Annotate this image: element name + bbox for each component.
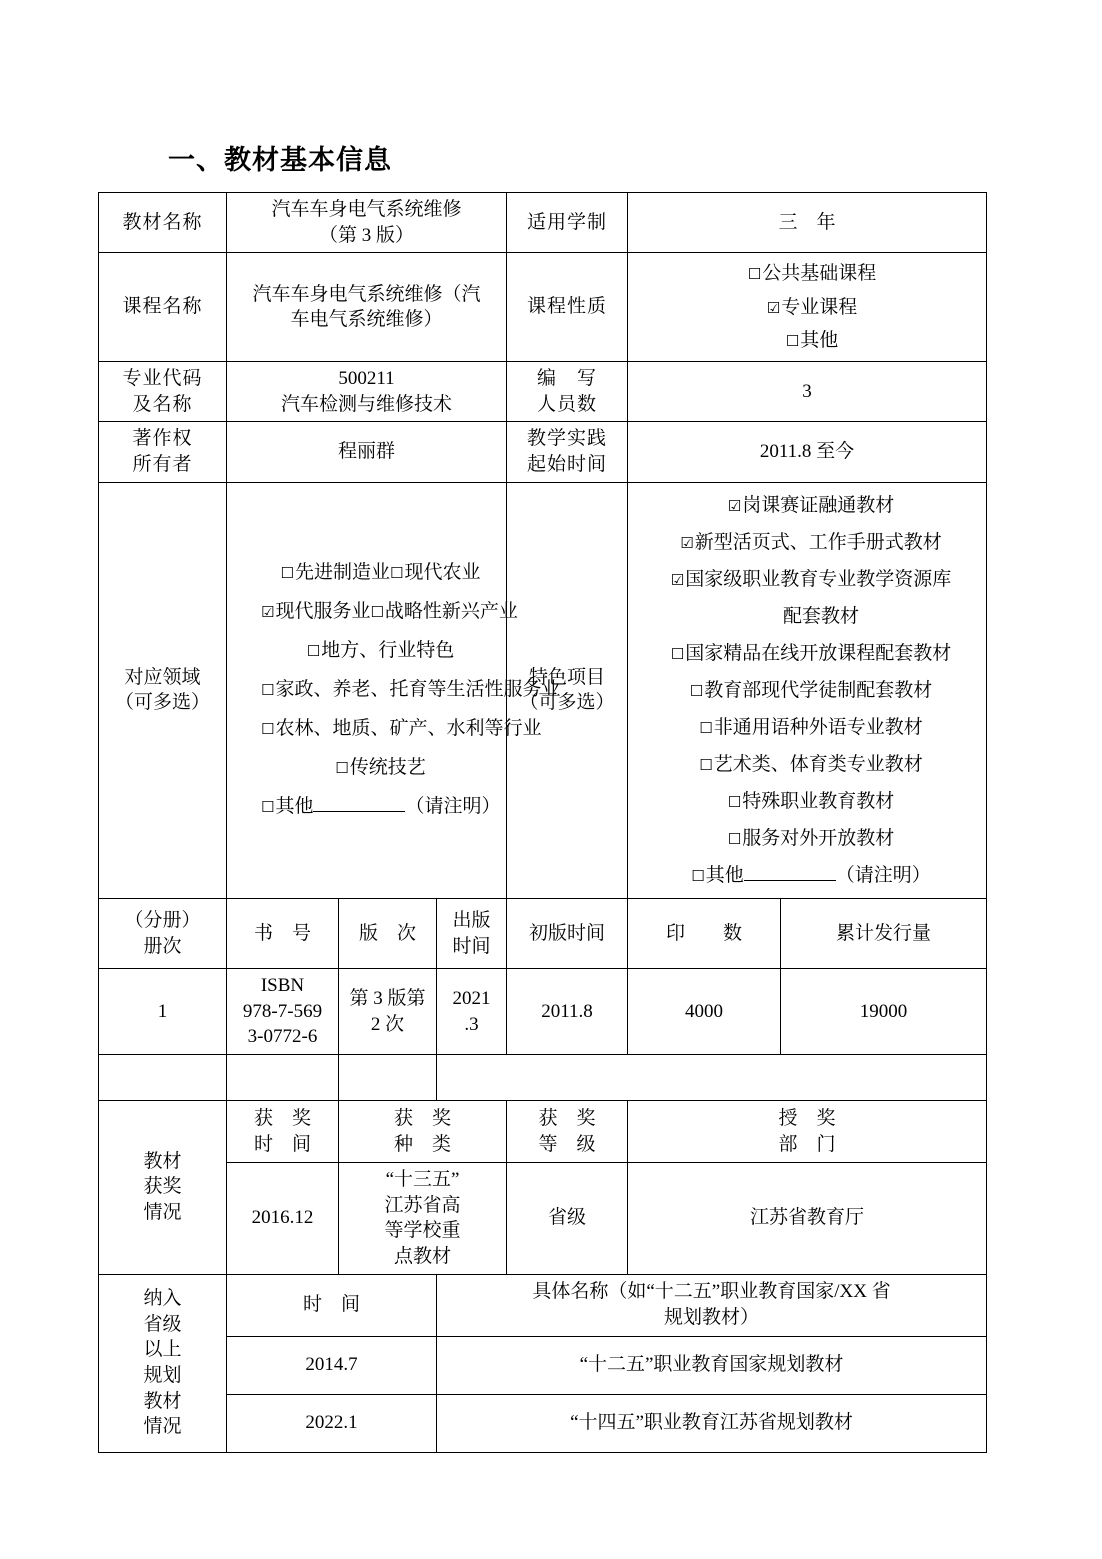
volume-1-printcount: 4000 bbox=[628, 969, 781, 1055]
page-title: 一、教材基本信息 bbox=[168, 145, 392, 175]
plan-1-name: “十二五”职业教育国家规划教材 bbox=[437, 1336, 987, 1394]
feature-option-row-0[interactable] bbox=[642, 487, 980, 524]
textbook-info-table bbox=[98, 192, 987, 1453]
awards-header-kind-line1: 获 奖 bbox=[393, 1107, 451, 1129]
volume-2-edition bbox=[339, 1055, 437, 1101]
awards-label-line3: 情况 bbox=[143, 1202, 182, 1224]
checkbox-unchecked-icon[interactable]: ☐ bbox=[747, 265, 762, 284]
table-row-copyright bbox=[99, 422, 987, 482]
field-option-row-3[interactable] bbox=[261, 671, 561, 710]
volume-header-index-line1: （分册） bbox=[124, 909, 201, 931]
plan-label-line4: 规划 bbox=[143, 1365, 182, 1387]
table-row-fields bbox=[99, 482, 987, 899]
volume-header-edition: 版 次 bbox=[339, 899, 437, 969]
nature-option-2[interactable] bbox=[644, 324, 980, 357]
volume-1-edition bbox=[339, 969, 437, 1055]
awards-label-line2: 获奖 bbox=[143, 1176, 182, 1198]
checkbox-unchecked-icon[interactable]: ☐ bbox=[691, 867, 705, 886]
feature-option-row-7[interactable] bbox=[642, 783, 980, 820]
plan-header-name-line2: 规划教材） bbox=[664, 1307, 760, 1329]
copyright-label-line1: 著作权 bbox=[132, 428, 193, 450]
field-option-8-suffix: （请注明） bbox=[405, 795, 501, 817]
volume-1-totalcount: 19000 bbox=[781, 969, 987, 1055]
feature-option-row-9[interactable] bbox=[642, 857, 980, 894]
checkbox-unchecked-icon[interactable]: ☐ bbox=[727, 792, 742, 811]
feature-label-line1: 特色项目 bbox=[528, 666, 605, 688]
feature-option-2-cont: 配套教材 bbox=[783, 605, 860, 627]
volume-1-index: 1 bbox=[99, 969, 227, 1055]
nature-option-1[interactable] bbox=[644, 291, 980, 324]
plan-header-name bbox=[437, 1274, 987, 1336]
plan-2-time: 2022.1 bbox=[227, 1394, 437, 1452]
checkbox-unchecked-icon[interactable]: ☐ bbox=[785, 331, 800, 350]
awards-1-kind-line4: 点教材 bbox=[393, 1245, 451, 1267]
checkbox-checked-icon[interactable]: ☑ bbox=[727, 496, 742, 515]
awards-header-level-line1: 获 奖 bbox=[538, 1107, 596, 1129]
checkbox-unchecked-icon[interactable]: ☐ bbox=[727, 830, 742, 849]
cell-major-label bbox=[99, 362, 227, 422]
nature-option-1-label: 专业课程 bbox=[781, 296, 858, 318]
major-label-line1: 专业代码 bbox=[122, 368, 203, 390]
awards-1-kind-line1: “十三五” bbox=[385, 1169, 460, 1191]
checkbox-unchecked-icon[interactable]: ☐ bbox=[335, 758, 349, 777]
checkbox-unchecked-icon[interactable]: ☐ bbox=[261, 719, 275, 738]
checkbox-checked-icon[interactable]: ☑ bbox=[670, 570, 685, 589]
volume-header-totalcount: 累计发行量 bbox=[781, 899, 987, 969]
feature-option-7-label: 特殊职业教育教材 bbox=[742, 790, 895, 812]
major-value-line1: 500211 bbox=[338, 368, 395, 390]
cell-authors-label bbox=[507, 362, 628, 422]
field-option-5-label: 家政、养老、托育等生活性服务业 bbox=[275, 678, 561, 700]
checkbox-unchecked-icon[interactable]: ☐ bbox=[699, 718, 713, 737]
table-row-plan-1 bbox=[99, 1336, 987, 1394]
cell-copyright-label bbox=[99, 422, 227, 482]
awards-header-time-line2: 时 间 bbox=[253, 1133, 311, 1155]
volume-2-isbn bbox=[227, 1055, 339, 1101]
name-value-line1: 汽车车身电气系统维修 bbox=[271, 199, 462, 220]
field-option-row-1[interactable] bbox=[261, 593, 518, 632]
feature-option-3-label: 国家精品在线开放课程配套教材 bbox=[685, 642, 952, 664]
volume-header-pubdate-line2: 时间 bbox=[452, 935, 491, 957]
checkbox-unchecked-icon[interactable]: ☐ bbox=[261, 797, 275, 816]
feature-option-5-label: 非通用语种外语专业教材 bbox=[713, 716, 923, 738]
awards-header-dept-line2: 部 门 bbox=[778, 1133, 836, 1155]
nature-option-0-label: 公共基础课程 bbox=[762, 263, 877, 285]
plan-header-time: 时 间 bbox=[227, 1274, 437, 1336]
major-label-line2: 及名称 bbox=[132, 393, 193, 415]
cell-name-value bbox=[227, 193, 507, 253]
feature-option-1-label: 新型活页式、工作手册式教材 bbox=[694, 531, 942, 553]
checkbox-unchecked-icon[interactable]: ☐ bbox=[699, 755, 713, 774]
checkbox-checked-icon[interactable]: ☑ bbox=[680, 533, 694, 552]
checkbox-unchecked-icon[interactable]: ☐ bbox=[390, 564, 404, 583]
feature-option-row-2[interactable] bbox=[642, 561, 980, 598]
cell-awards-label bbox=[99, 1101, 227, 1275]
table-row-awards-1 bbox=[99, 1163, 987, 1275]
cell-field-options bbox=[227, 482, 561, 899]
awards-header-level-line2: 等 级 bbox=[538, 1133, 596, 1155]
volume-1-pubdate-line1: 2021 bbox=[452, 987, 491, 1009]
nature-option-0[interactable] bbox=[644, 257, 980, 290]
feature-option-row-4[interactable] bbox=[642, 672, 980, 709]
field-option-8-label: 其他 bbox=[275, 795, 314, 817]
volume-header-pubdate bbox=[437, 899, 507, 969]
field-option-6-label: 农林、地质、矿产、水利等行业 bbox=[275, 717, 542, 739]
feature-option-9-suffix: （请注明） bbox=[835, 865, 931, 887]
awards-1-kind-line3: 等学校重 bbox=[384, 1220, 461, 1242]
cell-practice-label bbox=[507, 422, 628, 482]
feature-option-4-label: 教育部现代学徒制配套教材 bbox=[704, 679, 933, 701]
feature-option-row-3[interactable] bbox=[642, 635, 980, 672]
volume-2-index bbox=[99, 1055, 227, 1101]
feature-option-8-label: 服务对外开放教材 bbox=[742, 828, 895, 850]
awards-1-time: 2016.12 bbox=[227, 1163, 339, 1275]
cell-feature-label bbox=[507, 482, 628, 899]
volume-1-edition-line2: 2 次 bbox=[370, 1013, 405, 1035]
cell-plan-label bbox=[99, 1274, 227, 1452]
table-row-volume-header bbox=[99, 899, 987, 969]
feature-option-9-label: 其他 bbox=[705, 865, 744, 887]
field-option-0-label: 先进制造业 bbox=[294, 562, 390, 584]
feature-option-2-label: 国家级职业教育专业教学资源库 bbox=[685, 568, 952, 590]
volume-header-index bbox=[99, 899, 227, 969]
checkbox-unchecked-icon[interactable]: ☐ bbox=[670, 644, 685, 663]
checkbox-checked-icon[interactable]: ☑ bbox=[766, 298, 781, 317]
plan-1-time: 2014.7 bbox=[227, 1336, 437, 1394]
field-option-3-label: 战略性新兴产业 bbox=[384, 601, 518, 622]
checkbox-unchecked-icon[interactable]: ☐ bbox=[261, 680, 275, 699]
volume-1-pubdate bbox=[437, 969, 507, 1055]
field-option-row-4[interactable] bbox=[261, 710, 542, 749]
feature-option-row-2-cont bbox=[642, 598, 980, 635]
table-row-volume-2 bbox=[99, 1055, 987, 1101]
table-row-name bbox=[99, 193, 987, 253]
table-row-plan-header bbox=[99, 1274, 987, 1336]
cell-course-value bbox=[227, 253, 507, 362]
field-option-1-label: 现代农业 bbox=[404, 562, 481, 584]
field-option-7-label: 传统技艺 bbox=[349, 756, 426, 778]
field-option-row-6[interactable] bbox=[261, 788, 500, 827]
cell-nature-label: 课程性质 bbox=[507, 253, 628, 362]
cell-system-label: 适用学制 bbox=[507, 193, 628, 253]
checkbox-unchecked-icon[interactable]: ☐ bbox=[280, 564, 294, 583]
plan-label-line6: 情况 bbox=[143, 1416, 182, 1438]
volume-1-isbn-line3: 3-0772-6 bbox=[247, 1026, 318, 1048]
plan-header-name-line1: 具体名称（如“十二五”职业教育国家/XX 省 bbox=[532, 1281, 891, 1303]
awards-header-time bbox=[227, 1101, 339, 1163]
name-value-line2: （第 3 版） bbox=[318, 224, 414, 246]
field-option-row-0[interactable] bbox=[261, 554, 500, 593]
field-other-blank[interactable] bbox=[313, 795, 405, 812]
checkbox-checked-icon[interactable]: ☑ bbox=[261, 603, 275, 621]
field-label-line2: （可多选） bbox=[114, 692, 210, 714]
practice-label-line1: 教学实践 bbox=[526, 428, 607, 450]
plan-label-line3: 以上 bbox=[143, 1339, 182, 1361]
awards-1-dept: 江苏省教育厅 bbox=[628, 1163, 987, 1275]
checkbox-unchecked-icon[interactable]: ☐ bbox=[689, 681, 704, 700]
awards-header-dept-line1: 授 奖 bbox=[778, 1107, 836, 1129]
plan-label-line5: 教材 bbox=[143, 1390, 182, 1412]
awards-1-kind bbox=[339, 1163, 507, 1275]
cell-major-value bbox=[227, 362, 507, 422]
cell-system-value: 三 年 bbox=[628, 193, 987, 253]
field-option-4-label: 地方、行业特色 bbox=[321, 639, 455, 661]
checkbox-unchecked-icon[interactable]: ☐ bbox=[370, 603, 384, 621]
awards-label-line1: 教材 bbox=[143, 1150, 182, 1172]
feature-option-row-8[interactable] bbox=[642, 820, 980, 857]
cell-nature-options bbox=[628, 253, 987, 362]
volume-header-pubdate-line1: 出版 bbox=[452, 909, 491, 931]
table-row-awards-header bbox=[99, 1101, 987, 1163]
plan-label-line1: 纳入 bbox=[143, 1288, 182, 1310]
cell-feature-options bbox=[628, 482, 987, 899]
cell-name-label: 教材名称 bbox=[99, 193, 227, 253]
awards-1-level: 省级 bbox=[507, 1163, 628, 1275]
table-row-volume-1 bbox=[99, 969, 987, 1055]
checkbox-unchecked-icon[interactable]: ☐ bbox=[306, 641, 321, 660]
volume-header-firstpub: 初版时间 bbox=[507, 899, 628, 969]
cell-field-label bbox=[99, 482, 227, 899]
feature-other-blank[interactable] bbox=[744, 864, 836, 881]
plan-2-name: “十四五”职业教育江苏省规划教材 bbox=[437, 1394, 987, 1452]
awards-header-time-line1: 获 奖 bbox=[253, 1107, 311, 1129]
feature-option-row-6[interactable] bbox=[642, 746, 980, 783]
field-option-2-label: 现代服务业 bbox=[275, 601, 371, 622]
feature-option-0-label: 岗课赛证融通教材 bbox=[742, 494, 895, 516]
table-row-plan-2 bbox=[99, 1394, 987, 1452]
copyright-label-line2: 所有者 bbox=[132, 453, 193, 475]
feature-option-6-label: 艺术类、体育类专业教材 bbox=[713, 753, 923, 775]
awards-1-kind-line2: 江苏省高 bbox=[384, 1194, 461, 1216]
course-value-line1: 汽车车身电气系统维修（汽 bbox=[252, 283, 481, 305]
authors-label-line1: 编 写 bbox=[536, 368, 597, 390]
volume-1-edition-line1: 第 3 版第 bbox=[349, 987, 426, 1009]
course-value-line2: 车电气系统维修） bbox=[290, 309, 443, 331]
volume-header-printcount: 印 数 bbox=[628, 899, 781, 969]
cell-authors-value: 3 bbox=[628, 362, 987, 422]
volume-header-index-line2: 册次 bbox=[143, 935, 182, 957]
field-option-row-5[interactable] bbox=[261, 749, 500, 788]
major-value-line2: 汽车检测与维修技术 bbox=[280, 393, 452, 415]
volume-1-isbn bbox=[227, 969, 339, 1055]
cell-copyright-value: 程丽群 bbox=[227, 422, 507, 482]
plan-label-line2: 省级 bbox=[143, 1313, 182, 1335]
table-row-major bbox=[99, 362, 987, 422]
cell-practice-value: 2011.8 至今 bbox=[628, 422, 987, 482]
nature-option-2-label: 其他 bbox=[800, 329, 839, 351]
awards-header-kind-line2: 种 类 bbox=[393, 1133, 451, 1155]
feature-option-row-1[interactable] bbox=[642, 524, 980, 561]
feature-option-row-5[interactable] bbox=[642, 709, 980, 746]
awards-header-dept bbox=[628, 1101, 987, 1163]
field-option-row-2[interactable] bbox=[261, 632, 500, 671]
volume-2-rest bbox=[437, 1055, 987, 1101]
feature-label-line2: （可多选） bbox=[519, 692, 615, 714]
volume-1-isbn-line2: 978-7-569 bbox=[242, 1000, 323, 1022]
cell-course-label: 课程名称 bbox=[99, 253, 227, 362]
authors-label-line2: 人员数 bbox=[536, 393, 597, 415]
volume-1-firstpub: 2011.8 bbox=[507, 969, 628, 1055]
field-label-line1: 对应领域 bbox=[124, 666, 201, 688]
volume-1-pubdate-line2: .3 bbox=[464, 1013, 479, 1035]
awards-header-level bbox=[507, 1101, 628, 1163]
awards-header-kind bbox=[339, 1101, 507, 1163]
table-row-course bbox=[99, 253, 987, 362]
volume-header-isbn: 书 号 bbox=[227, 899, 339, 969]
volume-1-isbn-line1: ISBN bbox=[260, 975, 305, 997]
practice-label-line2: 起始时间 bbox=[526, 453, 607, 475]
